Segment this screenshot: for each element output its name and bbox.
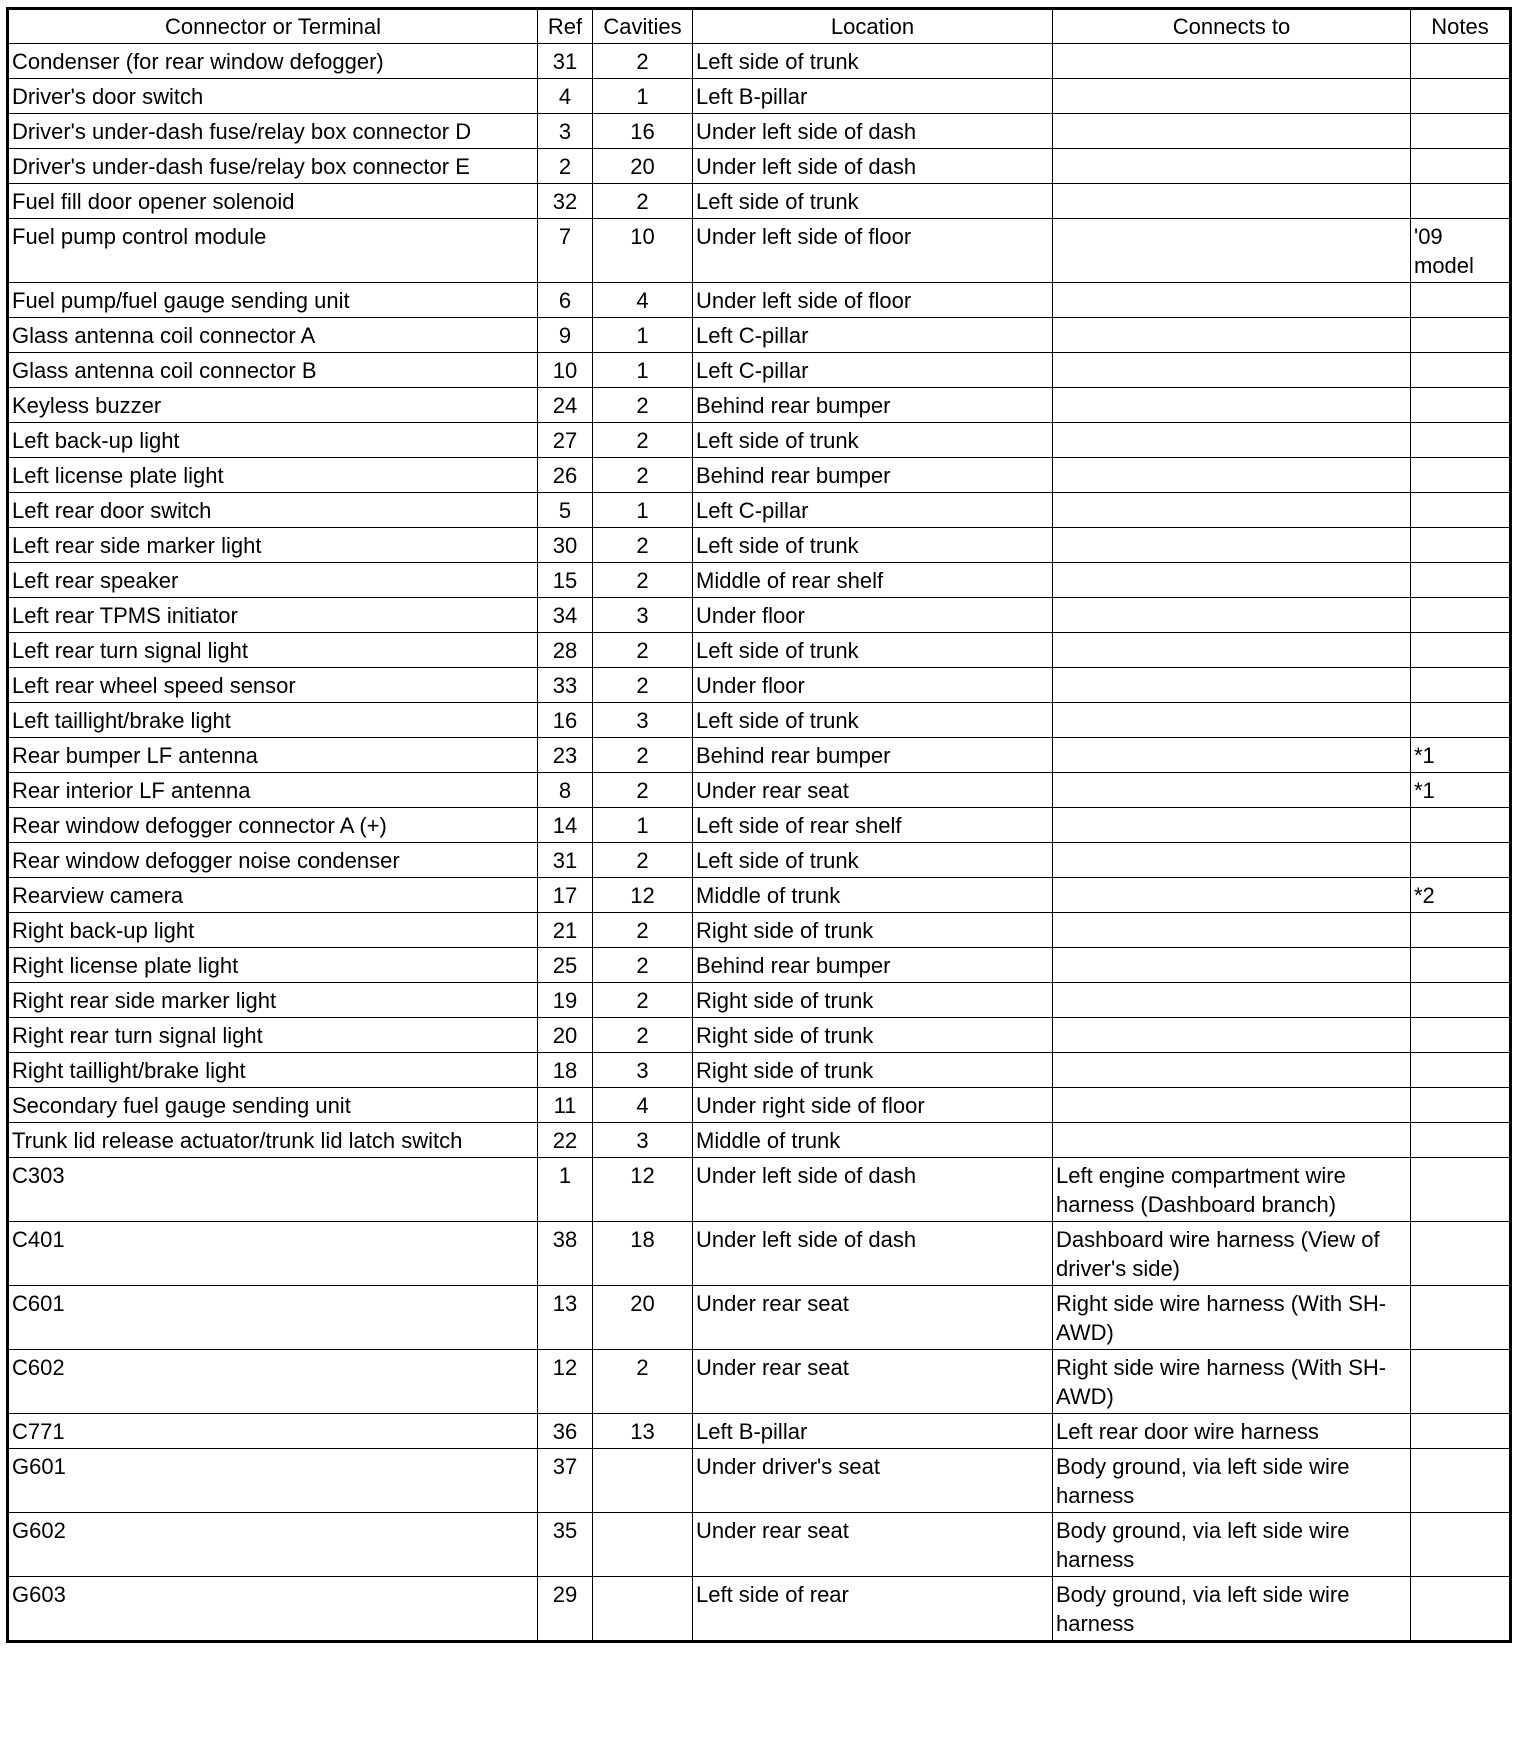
table-row [8, 528, 1511, 563]
ref-cell: 19 [538, 983, 593, 1018]
notes-cell [1411, 184, 1511, 219]
connects-to-cell [1053, 913, 1411, 948]
connects-to-cell [1053, 1088, 1411, 1123]
ref-cell: 16 [538, 703, 593, 738]
cavities-cell: 2 [593, 184, 693, 219]
connector-name-cell: C303 [8, 1158, 538, 1222]
cavities-cell: 2 [593, 563, 693, 598]
table-row [8, 563, 1511, 598]
location-cell: Left B-pillar [693, 1414, 1053, 1449]
connects-to-cell [1053, 1123, 1411, 1158]
cavities-cell: 2 [593, 528, 693, 563]
location-cell: Left C-pillar [693, 493, 1053, 528]
location-cell: Under left side of dash [693, 1222, 1053, 1286]
notes-cell [1411, 1577, 1511, 1642]
connector-name-cell: Right back-up light [8, 913, 538, 948]
connector-name-cell: C602 [8, 1350, 538, 1414]
table-row [8, 913, 1511, 948]
table-row [8, 184, 1511, 219]
connects-to-cell [1053, 773, 1411, 808]
ref-cell: 36 [538, 1414, 593, 1449]
table-row [8, 1513, 1511, 1577]
cavities-cell: 3 [593, 598, 693, 633]
location-cell: Under rear seat [693, 773, 1053, 808]
table-row [8, 703, 1511, 738]
connects-to-cell [1053, 318, 1411, 353]
cavities-cell: 2 [593, 773, 693, 808]
connector-name-cell: Fuel pump control module [8, 219, 538, 283]
table-row [8, 493, 1511, 528]
connector-name-cell: Rear window defogger connector A (+) [8, 808, 538, 843]
connects-to-cell [1053, 184, 1411, 219]
notes-cell: *2 [1411, 878, 1511, 913]
connects-to-cell [1053, 703, 1411, 738]
connects-to-cell [1053, 353, 1411, 388]
cavities-cell: 1 [593, 808, 693, 843]
location-cell: Under left side of dash [693, 114, 1053, 149]
connector-name-cell: Fuel pump/fuel gauge sending unit [8, 283, 538, 318]
location-cell: Left side of trunk [693, 528, 1053, 563]
cavities-cell: 4 [593, 1088, 693, 1123]
table-row [8, 1449, 1511, 1513]
cavities-cell: 2 [593, 633, 693, 668]
location-cell: Left side of rear shelf [693, 808, 1053, 843]
column-header-connector: Connector or Terminal [8, 9, 538, 44]
location-cell: Under floor [693, 668, 1053, 703]
notes-cell [1411, 1222, 1511, 1286]
location-cell: Left C-pillar [693, 318, 1053, 353]
ref-cell: 33 [538, 668, 593, 703]
ref-cell: 3 [538, 114, 593, 149]
location-cell: Left side of trunk [693, 703, 1053, 738]
table-row [8, 1018, 1511, 1053]
connects-to-cell [1053, 219, 1411, 283]
ref-cell: 31 [538, 44, 593, 79]
ref-cell: 5 [538, 493, 593, 528]
notes-cell [1411, 1286, 1511, 1350]
notes-cell [1411, 913, 1511, 948]
notes-cell: '09 model [1411, 219, 1511, 283]
ref-cell: 25 [538, 948, 593, 983]
location-cell: Under rear seat [693, 1286, 1053, 1350]
location-cell: Behind rear bumper [693, 458, 1053, 493]
connects-to-cell [1053, 598, 1411, 633]
notes-cell [1411, 423, 1511, 458]
cavities-cell: 12 [593, 878, 693, 913]
ref-cell: 4 [538, 79, 593, 114]
connector-name-cell: G602 [8, 1513, 538, 1577]
connects-to-cell [1053, 668, 1411, 703]
notes-cell [1411, 1018, 1511, 1053]
table-row [8, 843, 1511, 878]
table-row [8, 1123, 1511, 1158]
table-row [8, 1053, 1511, 1088]
location-cell: Middle of rear shelf [693, 563, 1053, 598]
connects-to-cell [1053, 493, 1411, 528]
ref-cell: 37 [538, 1449, 593, 1513]
cavities-cell: 1 [593, 318, 693, 353]
connects-to-cell [1053, 79, 1411, 114]
notes-cell [1411, 598, 1511, 633]
connector-name-cell: Left taillight/brake light [8, 703, 538, 738]
location-cell: Left side of trunk [693, 44, 1053, 79]
ref-cell: 27 [538, 423, 593, 458]
table-row [8, 388, 1511, 423]
notes-cell [1411, 458, 1511, 493]
connector-name-cell: Keyless buzzer [8, 388, 538, 423]
notes-cell [1411, 563, 1511, 598]
connects-to-cell [1053, 149, 1411, 184]
ref-cell: 21 [538, 913, 593, 948]
cavities-cell: 3 [593, 1123, 693, 1158]
location-cell: Left side of rear [693, 1577, 1053, 1642]
notes-cell [1411, 668, 1511, 703]
location-cell: Right side of trunk [693, 1018, 1053, 1053]
cavities-cell: 4 [593, 283, 693, 318]
table-row [8, 983, 1511, 1018]
location-cell: Under rear seat [693, 1513, 1053, 1577]
ref-cell: 18 [538, 1053, 593, 1088]
cavities-cell: 2 [593, 948, 693, 983]
column-header-ref: Ref [538, 9, 593, 44]
table-row [8, 598, 1511, 633]
table-row [8, 773, 1511, 808]
table-row [8, 318, 1511, 353]
cavities-cell: 2 [593, 1018, 693, 1053]
notes-cell [1411, 1088, 1511, 1123]
notes-cell [1411, 843, 1511, 878]
cavities-cell: 2 [593, 388, 693, 423]
cavities-cell: 16 [593, 114, 693, 149]
table-row [8, 633, 1511, 668]
ref-cell: 9 [538, 318, 593, 353]
connector-name-cell: Left rear speaker [8, 563, 538, 598]
notes-cell [1411, 318, 1511, 353]
location-cell: Left side of trunk [693, 633, 1053, 668]
cavities-cell: 3 [593, 1053, 693, 1088]
header-row [8, 9, 1511, 44]
ref-cell: 32 [538, 184, 593, 219]
ref-cell: 7 [538, 219, 593, 283]
connects-to-cell [1053, 983, 1411, 1018]
ref-cell: 15 [538, 563, 593, 598]
connects-to-cell [1053, 1053, 1411, 1088]
location-cell: Left side of trunk [693, 423, 1053, 458]
connects-to-cell [1053, 528, 1411, 563]
connector-name-cell: G603 [8, 1577, 538, 1642]
connector-name-cell: Rearview camera [8, 878, 538, 913]
notes-cell [1411, 44, 1511, 79]
ref-cell: 22 [538, 1123, 593, 1158]
connects-to-cell [1053, 388, 1411, 423]
ref-cell: 11 [538, 1088, 593, 1123]
cavities-cell: 2 [593, 983, 693, 1018]
connector-name-cell: C601 [8, 1286, 538, 1350]
notes-cell [1411, 1449, 1511, 1513]
connector-name-cell: Rear bumper LF antenna [8, 738, 538, 773]
connector-name-cell: Right license plate light [8, 948, 538, 983]
cavities-cell: 18 [593, 1222, 693, 1286]
cavities-cell: 1 [593, 353, 693, 388]
table-body [8, 44, 1511, 1642]
location-cell: Under rear seat [693, 1350, 1053, 1414]
notes-cell [1411, 1123, 1511, 1158]
notes-cell [1411, 703, 1511, 738]
notes-cell [1411, 948, 1511, 983]
connects-to-cell [1053, 633, 1411, 668]
notes-cell: *1 [1411, 773, 1511, 808]
table-row [8, 458, 1511, 493]
connector-name-cell: Left license plate light [8, 458, 538, 493]
connects-to-cell [1053, 283, 1411, 318]
connects-to-cell [1053, 738, 1411, 773]
table-row [8, 1414, 1511, 1449]
ref-cell: 24 [538, 388, 593, 423]
ref-cell: 2 [538, 149, 593, 184]
table-row [8, 79, 1511, 114]
ref-cell: 17 [538, 878, 593, 913]
connects-to-cell [1053, 808, 1411, 843]
connects-to-cell [1053, 878, 1411, 913]
location-cell: Left side of trunk [693, 184, 1053, 219]
connector-name-cell: Right rear turn signal light [8, 1018, 538, 1053]
table-row [8, 1088, 1511, 1123]
connects-to-cell [1053, 1018, 1411, 1053]
connector-name-cell: Left rear turn signal light [8, 633, 538, 668]
cavities-cell: 1 [593, 79, 693, 114]
ref-cell: 6 [538, 283, 593, 318]
notes-cell [1411, 808, 1511, 843]
connector-name-cell: Driver's under-dash fuse/relay box connector D [8, 114, 538, 149]
table-row [8, 1222, 1511, 1286]
connects-to-cell: Left engine compartment wire harness (Dashboard branch) [1053, 1158, 1411, 1222]
connects-to-cell [1053, 948, 1411, 983]
location-cell: Left C-pillar [693, 353, 1053, 388]
connects-to-cell: Body ground, via left side wire harness [1053, 1513, 1411, 1577]
connector-name-cell: Right taillight/brake light [8, 1053, 538, 1088]
notes-cell [1411, 79, 1511, 114]
table-row [8, 1350, 1511, 1414]
connects-to-cell: Right side wire harness (With SH-AWD) [1053, 1350, 1411, 1414]
location-cell: Under left side of floor [693, 219, 1053, 283]
connects-to-cell: Left rear door wire harness [1053, 1414, 1411, 1449]
cavities-cell: 10 [593, 219, 693, 283]
connector-name-cell: Driver's under-dash fuse/relay box connector E [8, 149, 538, 184]
cavities-cell: 13 [593, 1414, 693, 1449]
ref-cell: 8 [538, 773, 593, 808]
connects-to-cell: Dashboard wire harness (View of driver's side) [1053, 1222, 1411, 1286]
connects-to-cell [1053, 423, 1411, 458]
location-cell: Right side of trunk [693, 913, 1053, 948]
cavities-cell: 1 [593, 493, 693, 528]
connector-name-cell: Rear window defogger noise condenser [8, 843, 538, 878]
notes-cell [1411, 1053, 1511, 1088]
table-row [8, 878, 1511, 913]
cavities-cell: 2 [593, 843, 693, 878]
cavities-cell: 12 [593, 1158, 693, 1222]
cavities-cell: 2 [593, 738, 693, 773]
location-cell: Behind rear bumper [693, 948, 1053, 983]
location-cell: Left B-pillar [693, 79, 1053, 114]
notes-cell [1411, 1414, 1511, 1449]
table-row [8, 423, 1511, 458]
cavities-cell: 20 [593, 1286, 693, 1350]
notes-cell [1411, 283, 1511, 318]
ref-cell: 10 [538, 353, 593, 388]
cavities-cell [593, 1577, 693, 1642]
cavities-cell: 20 [593, 149, 693, 184]
location-cell: Under left side of dash [693, 1158, 1053, 1222]
cavities-cell: 2 [593, 913, 693, 948]
notes-cell [1411, 1350, 1511, 1414]
ref-cell: 12 [538, 1350, 593, 1414]
connects-to-cell: Body ground, via left side wire harness [1053, 1577, 1411, 1642]
column-header-notes: Notes [1411, 9, 1511, 44]
cavities-cell: 2 [593, 1350, 693, 1414]
notes-cell [1411, 114, 1511, 149]
table-row [8, 283, 1511, 318]
column-header-location: Location [693, 9, 1053, 44]
connector-name-cell: Right rear side marker light [8, 983, 538, 1018]
connector-name-cell: Left rear wheel speed sensor [8, 668, 538, 703]
column-header-cavities: Cavities [593, 9, 693, 44]
ref-cell: 28 [538, 633, 593, 668]
location-cell: Middle of trunk [693, 1123, 1053, 1158]
column-header-connects-to: Connects to [1053, 9, 1411, 44]
location-cell: Behind rear bumper [693, 388, 1053, 423]
connector-name-cell: Glass antenna coil connector B [8, 353, 538, 388]
ref-cell: 35 [538, 1513, 593, 1577]
table-row [8, 668, 1511, 703]
notes-cell: *1 [1411, 738, 1511, 773]
location-cell: Left side of trunk [693, 843, 1053, 878]
connector-name-cell: Secondary fuel gauge sending unit [8, 1088, 538, 1123]
connector-name-cell: Condenser (for rear window defogger) [8, 44, 538, 79]
connector-name-cell: Glass antenna coil connector A [8, 318, 538, 353]
location-cell: Middle of trunk [693, 878, 1053, 913]
ref-cell: 34 [538, 598, 593, 633]
table-row [8, 738, 1511, 773]
location-cell: Under floor [693, 598, 1053, 633]
connector-name-cell: Left back-up light [8, 423, 538, 458]
cavities-cell: 2 [593, 44, 693, 79]
ref-cell: 31 [538, 843, 593, 878]
connector-name-cell: Rear interior LF antenna [8, 773, 538, 808]
cavities-cell: 2 [593, 423, 693, 458]
location-cell: Right side of trunk [693, 1053, 1053, 1088]
ref-cell: 14 [538, 808, 593, 843]
notes-cell [1411, 388, 1511, 423]
connector-name-cell: C401 [8, 1222, 538, 1286]
notes-cell [1411, 633, 1511, 668]
notes-cell [1411, 528, 1511, 563]
connector-name-cell: C771 [8, 1414, 538, 1449]
connector-name-cell: Fuel fill door opener solenoid [8, 184, 538, 219]
notes-cell [1411, 149, 1511, 184]
connects-to-cell [1053, 458, 1411, 493]
table-row [8, 44, 1511, 79]
connects-to-cell [1053, 563, 1411, 598]
table-row [8, 1158, 1511, 1222]
ref-cell: 38 [538, 1222, 593, 1286]
ref-cell: 1 [538, 1158, 593, 1222]
notes-cell [1411, 353, 1511, 388]
notes-cell [1411, 1513, 1511, 1577]
table-row [8, 219, 1511, 283]
connects-to-cell [1053, 843, 1411, 878]
notes-cell [1411, 1158, 1511, 1222]
connector-name-cell: Left rear side marker light [8, 528, 538, 563]
table-row [8, 1577, 1511, 1642]
ref-cell: 30 [538, 528, 593, 563]
connects-to-cell [1053, 44, 1411, 79]
location-cell: Under driver's seat [693, 1449, 1053, 1513]
ref-cell: 20 [538, 1018, 593, 1053]
location-cell: Under right side of floor [693, 1088, 1053, 1123]
cavities-cell: 3 [593, 703, 693, 738]
table-row [8, 114, 1511, 149]
connects-to-cell [1053, 114, 1411, 149]
table-row [8, 808, 1511, 843]
notes-cell [1411, 493, 1511, 528]
connector-table [6, 7, 1512, 1643]
table-row [8, 1286, 1511, 1350]
location-cell: Behind rear bumper [693, 738, 1053, 773]
connects-to-cell: Right side wire harness (With SH-AWD) [1053, 1286, 1411, 1350]
connector-name-cell: Left rear door switch [8, 493, 538, 528]
cavities-cell: 2 [593, 668, 693, 703]
notes-cell [1411, 983, 1511, 1018]
connector-name-cell: Left rear TPMS initiator [8, 598, 538, 633]
connector-name-cell: G601 [8, 1449, 538, 1513]
location-cell: Right side of trunk [693, 983, 1053, 1018]
table-row [8, 149, 1511, 184]
ref-cell: 13 [538, 1286, 593, 1350]
ref-cell: 26 [538, 458, 593, 493]
connector-name-cell: Driver's door switch [8, 79, 538, 114]
connects-to-cell: Body ground, via left side wire harness [1053, 1449, 1411, 1513]
cavities-cell [593, 1449, 693, 1513]
ref-cell: 23 [538, 738, 593, 773]
table-row [8, 948, 1511, 983]
cavities-cell [593, 1513, 693, 1577]
location-cell: Under left side of floor [693, 283, 1053, 318]
connector-name-cell: Trunk lid release actuator/trunk lid latch switch [8, 1123, 538, 1158]
cavities-cell: 2 [593, 458, 693, 493]
location-cell: Under left side of dash [693, 149, 1053, 184]
ref-cell: 29 [538, 1577, 593, 1642]
table-row [8, 353, 1511, 388]
